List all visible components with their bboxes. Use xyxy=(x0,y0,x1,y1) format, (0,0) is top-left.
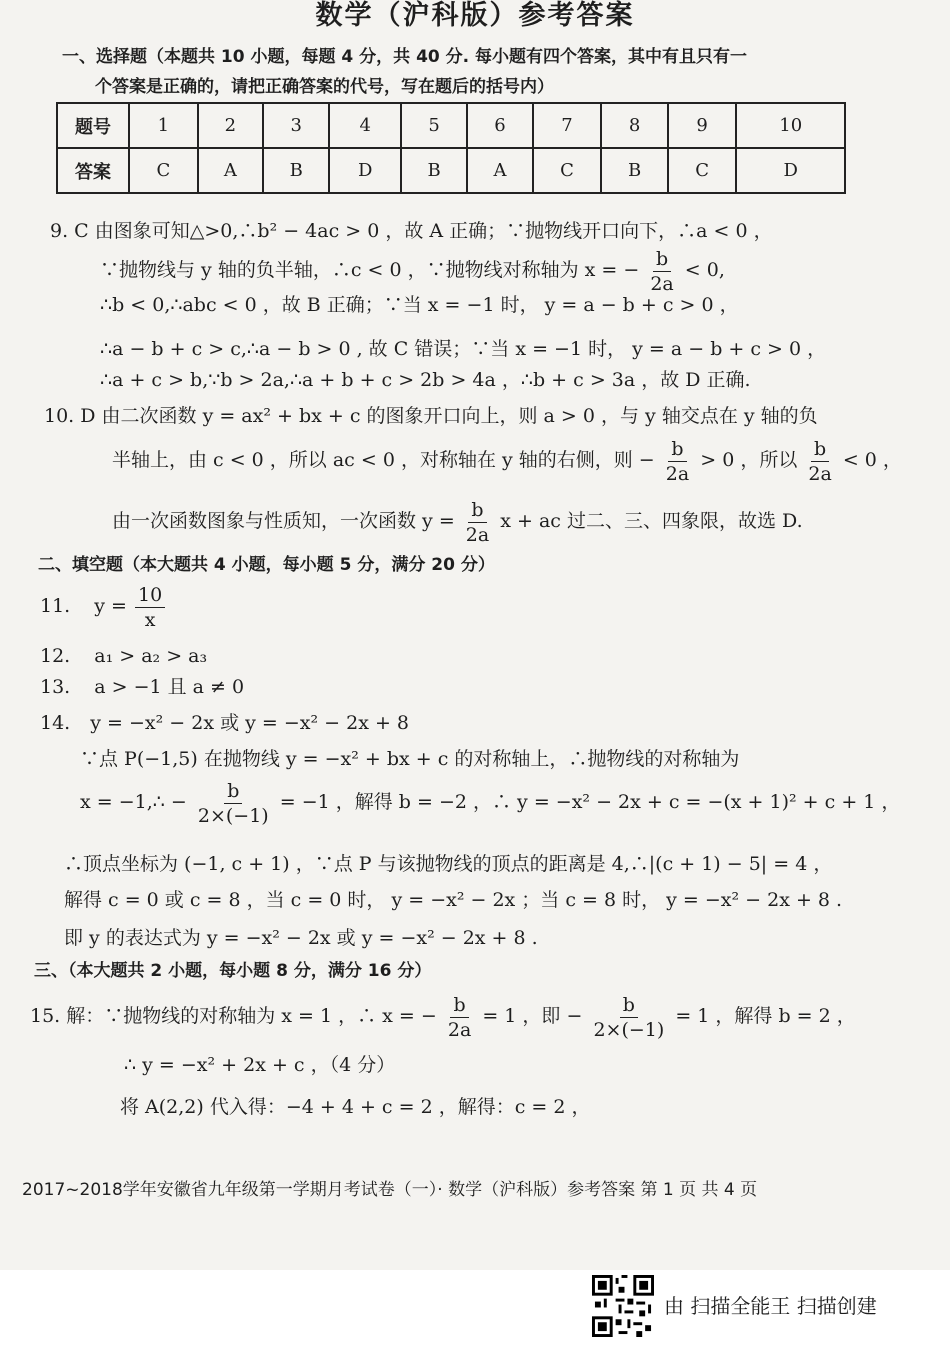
q14-line1 xyxy=(40,710,409,736)
q10-line2-text: 半轴上，由 c < 0 ，所以 ac < 0 ，对称轴在 y 轴的右侧，则 − xyxy=(112,449,655,471)
q10-line1: 10. D 由二次函数 y = ax² + bx + c 的图象开口向上，则 a > 0 ，与 y 轴交点在 y 轴的负 xyxy=(44,405,818,427)
q12 xyxy=(40,643,207,669)
q9-fraction xyxy=(647,247,676,296)
fraction-numerator: b xyxy=(668,437,686,462)
q13 xyxy=(40,674,244,700)
table-cell-number: 3 xyxy=(263,103,329,148)
q14-line4: ∴顶点坐标为 (−1, c + 1) ，∵点 P 与该抛物线的顶点的距离是 4,∴|(c + 1) − 5| = 4 ， xyxy=(64,853,833,875)
page-footer: 2017~2018学年安徽省九年级第一学期月考试卷（一）· 数学（沪科版）参考答案 第 1 页 共 4 页 xyxy=(22,1180,758,1200)
q10-line2 xyxy=(112,436,902,486)
q13-answer: a > −1 且 a ≠ 0 xyxy=(94,676,245,698)
q11-label: 11. xyxy=(40,595,71,617)
q14-line2: ∵点 P(−1,5) 在抛物线 y = −x² + bx + c 的对称轴上，∴抛物线的对称轴为 xyxy=(80,748,740,770)
q9-line1: 9. C 由图象可知△>0,∴b² − 4ac > 0 ，故 A 正确；∵抛物线开口向下，∴a < 0 ， xyxy=(50,220,773,242)
q15-line2: ∴ y = −x² + 2x + c ，（4 分） xyxy=(124,1054,396,1076)
section1-heading-line1: 一、选择题（本题共 10 小题，每题 4 分，共 40 分. 每小题有四个答案，其中有且只有一 xyxy=(62,47,748,67)
q14-fraction xyxy=(195,779,272,828)
table-cell-answer: C xyxy=(129,148,198,193)
section2-heading: 二、填空题（本大题共 4 小题，每小题 5 分，满分 20 分） xyxy=(38,555,495,575)
table-cell-answer: A xyxy=(198,148,263,193)
table-header-answer: 答案 xyxy=(57,148,129,193)
q9-line2-tail: < 0, xyxy=(684,259,725,281)
fraction-denominator: 2a xyxy=(447,1018,472,1041)
q14-line3 xyxy=(80,776,900,828)
table-cell-answer: A xyxy=(467,148,532,193)
table-cell-number: 6 xyxy=(467,103,532,148)
q14-line3-text: x = −1,∴ − xyxy=(80,791,187,813)
table-cell-number: 1 xyxy=(129,103,198,148)
q10-line2-mid: > 0 ，所以 xyxy=(700,449,798,471)
fraction-numerator: 10 xyxy=(135,583,165,608)
q9-line3: ∴b < 0,∴abc < 0 ，故 B 正确；∵当 x = −1 时， y = a − b + c > 0 ， xyxy=(100,294,739,316)
q14-line5: 解得 c = 0 或 c = 8 ，当 c = 0 时， y = −x² − 2x ；当 c = 8 时， y = −x² − 2x + 8 . xyxy=(64,889,843,911)
q14-line6: 即 y 的表达式为 y = −x² − 2x 或 y = −x² − 2x + 8 . xyxy=(64,927,538,949)
q10-fraction-2 xyxy=(805,437,834,486)
table-cell-answer: D xyxy=(736,148,845,193)
fraction-numerator: b xyxy=(811,437,829,462)
table-cell-number: 8 xyxy=(601,103,667,148)
fraction-denominator: 2a xyxy=(465,523,490,546)
q12-answer: a₁ > a₂ > a₃ xyxy=(94,645,208,667)
table-cell-answer: D xyxy=(329,148,401,193)
q11 xyxy=(40,582,167,632)
q15-line1-mid: = 1 ，即 − xyxy=(482,1005,583,1027)
q15-line1-tail: = 1 ，解得 b = 2 ， xyxy=(675,1005,856,1027)
qr-code-icon xyxy=(592,1275,654,1337)
scanner-watermark: 由 扫描全能王 扫描创建 xyxy=(664,1294,877,1318)
q10-line3-tail: x + ac 过二、三、四象限，故选 D. xyxy=(500,510,803,532)
q15-line1-text: 15. 解：∵抛物线的对称轴为 x = 1 ，∴ x = − xyxy=(30,1005,437,1027)
fraction-numerator: b xyxy=(224,779,242,804)
table-cell-answer: C xyxy=(533,148,602,193)
q15-line1 xyxy=(30,990,856,1042)
page-title: 数学（沪科版）参考答案 xyxy=(315,0,635,31)
q10-line3-text: 由一次函数图象与性质知，一次函数 y = xyxy=(112,510,455,532)
q12-label: 12. xyxy=(40,645,71,667)
table-cell-number: 2 xyxy=(198,103,263,148)
table-cell-number: 9 xyxy=(668,103,737,148)
answer-table xyxy=(56,102,846,194)
q9-line5: ∴a + c > b,∵b > 2a,∴a + b + c > 2b > 4a ，∴b + c > 3a ，故 D 正确. xyxy=(100,369,751,391)
table-cell-answer: B xyxy=(401,148,467,193)
table-cell-number: 5 xyxy=(401,103,467,148)
table-cell-number: 10 xyxy=(736,103,845,148)
fraction-denominator: x xyxy=(144,608,156,631)
q14-label: 14. xyxy=(40,712,71,734)
table-cell-answer: C xyxy=(668,148,737,193)
q11-lhs: y = xyxy=(94,595,127,617)
fraction-numerator: b xyxy=(468,498,486,523)
section1-heading-line2: 个答案是正确的，请把正确答案的代号，写在题后的括号内） xyxy=(95,77,554,97)
q10-fraction-3 xyxy=(463,498,492,547)
fraction-denominator: 2×(−1) xyxy=(593,1018,665,1041)
q10-fraction-1 xyxy=(663,437,692,486)
q9-line2 xyxy=(100,246,725,296)
q13-label: 13. xyxy=(40,676,71,698)
fraction-denominator: 2a xyxy=(665,462,690,485)
q15-line3: 将 A(2,2) 代入得：−4 + 4 + c = 2 ，解得：c = 2 ， xyxy=(120,1096,591,1118)
table-row-numbers xyxy=(57,103,845,148)
table-header-number: 题号 xyxy=(57,103,129,148)
q14-answer: y = −x² − 2x 或 y = −x² − 2x + 8 xyxy=(90,712,410,734)
fraction-denominator: 2×(−1) xyxy=(197,804,269,827)
q10-line3 xyxy=(112,497,803,547)
q15-fraction-1 xyxy=(445,993,474,1042)
table-cell-number: 7 xyxy=(533,103,602,148)
fraction-numerator: b xyxy=(653,247,671,272)
table-cell-number: 4 xyxy=(329,103,401,148)
table-cell-answer: B xyxy=(263,148,329,193)
table-row-answers xyxy=(57,148,845,193)
fraction-denominator: 2a xyxy=(650,272,674,295)
q11-fraction xyxy=(135,583,165,632)
fraction-numerator: b xyxy=(450,993,468,1018)
fraction-numerator: b xyxy=(620,993,638,1018)
q15-fraction-2 xyxy=(590,993,667,1042)
q14-line3-tail: = −1 ，解得 b = −2 ，∴ y = −x² − 2x + c = −(x + 1)² + c + 1 ， xyxy=(279,791,901,813)
section3-heading: 三、（本大题共 2 小题，每小题 8 分，满分 16 分） xyxy=(34,961,432,981)
q9-line4: ∴a − b + c > c,∴a − b > 0 , 故 C 错误；∵当 x = −1 时， y = a − b + c > 0 ， xyxy=(100,338,827,360)
table-cell-answer: B xyxy=(601,148,667,193)
q9-line2-text: ∵抛物线与 y 轴的负半轴，∴c < 0 ，∵抛物线对称轴为 x = − xyxy=(100,259,640,281)
fraction-denominator: 2a xyxy=(808,462,832,485)
q10-line2-tail: < 0 ， xyxy=(842,449,902,471)
